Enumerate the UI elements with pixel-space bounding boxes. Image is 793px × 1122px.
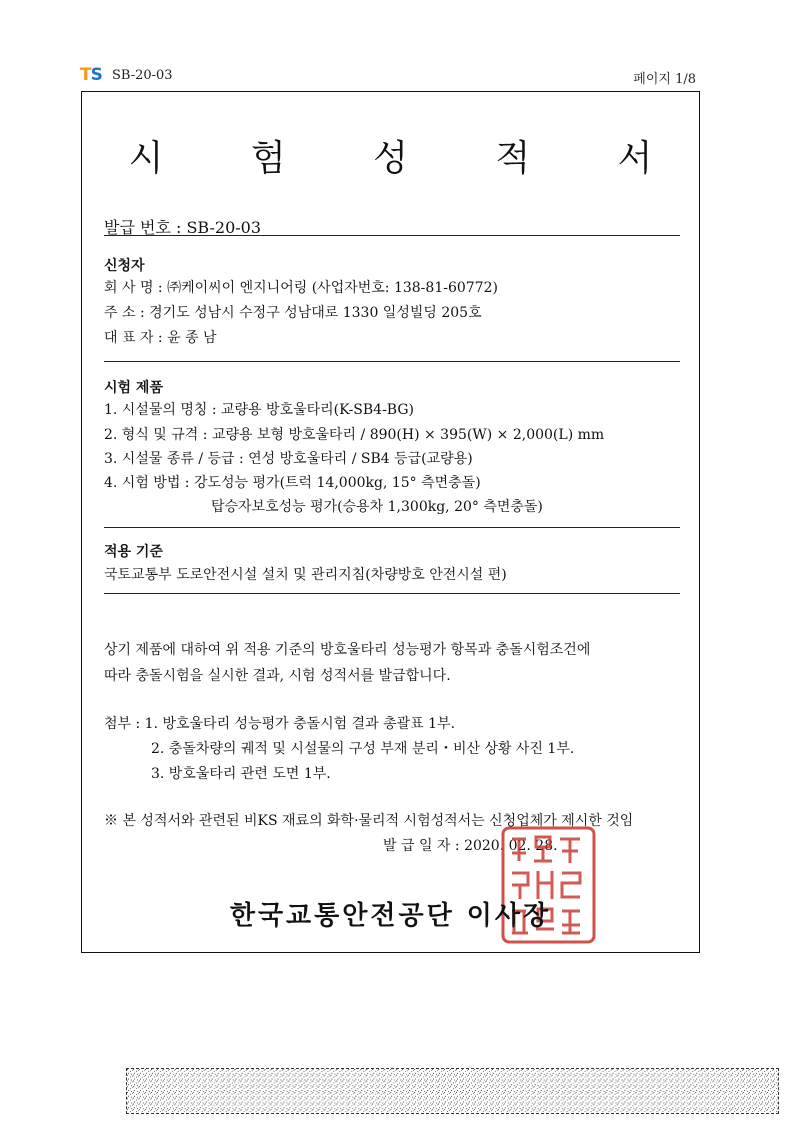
product-heading: 시험 제품 <box>104 380 163 396</box>
product-item-4: 4. 시험 방법 : 강도성능 평가(트럭 14,000kg, 15° 측면충돌) <box>104 475 481 491</box>
page-number: 페이지 1/8 <box>633 72 696 87</box>
ts-logo <box>80 65 102 85</box>
header-doc-number: SB-20-03 <box>112 68 173 83</box>
divider <box>104 361 680 362</box>
divider <box>104 527 680 528</box>
attachment-1: 첨부 : 1. 방호울타리 성능평가 충돌시험 결과 총괄표 1부. <box>104 716 456 732</box>
logo-letter-s: S <box>90 65 102 85</box>
product-item-3: 3. 시설물 종류 / 등급 : 연성 방호울타리 / SB4 등급(교량용) <box>104 451 473 467</box>
issue-date: 발 급 일 자 : 2020. 02. 28. <box>383 838 558 854</box>
attachment-3: 3. 방호울타리 관련 도면 1부. <box>151 766 331 782</box>
security-pattern-icon <box>126 1068 779 1114</box>
applicant-address: 주 소 : 경기도 성남시 수정구 성남대로 1330 일성빌딩 205호 <box>104 305 482 321</box>
divider <box>104 593 680 594</box>
applicant-heading: 신청자 <box>104 258 145 274</box>
statement-line-1: 상기 제품에 대하여 위 적용 기준의 방호울타리 성능평가 항목과 충돌시험조건에 <box>104 642 591 658</box>
applicant-representative: 대 표 자 : 윤 종 남 <box>104 330 217 346</box>
logo-letter-t: T <box>80 65 91 85</box>
standard-heading: 적용 기준 <box>104 544 163 560</box>
divider <box>104 235 680 236</box>
page-title: 시 험 성 적 서 <box>128 138 691 179</box>
statement-line-2: 따라 충돌시험을 실시한 결과, 시험 성적서를 발급합니다. <box>104 668 451 684</box>
product-item-1: 1. 시설물의 명칭 : 교량용 방호울타리(K-SB4-BG) <box>104 402 415 418</box>
attachment-2: 2. 충돌차량의 궤적 및 시설물의 구성 부재 분리・비산 상황 사진 1부. <box>151 741 575 757</box>
product-item-2: 2. 형식 및 규격 : 교량용 보형 방호울타리 / 890(H) × 395(W) × 2,000(L) mm <box>104 427 605 443</box>
note: ※ 본 성적서와 관련된 비KS 재료의 화학·물리적 시험성적서는 신청업체가 제시한 것임 <box>104 813 634 829</box>
product-item-4-cont: 탑승자보호성능 평가(승용차 1,300kg, 20° 측면충돌) <box>211 499 543 515</box>
issuing-organization: 한국교통안전공단 이사장 <box>229 901 552 931</box>
applicant-company: 회 사 명 : ㈜케이씨이 엔지니어링 (사업자번호: 138-81-60772) <box>104 280 498 296</box>
standard-text: 국토교통부 도로안전시설 설치 및 관리지침(차량방호 안전시설 편) <box>104 567 507 583</box>
issue-number: 발급 번호 : SB-20-03 <box>104 218 262 237</box>
